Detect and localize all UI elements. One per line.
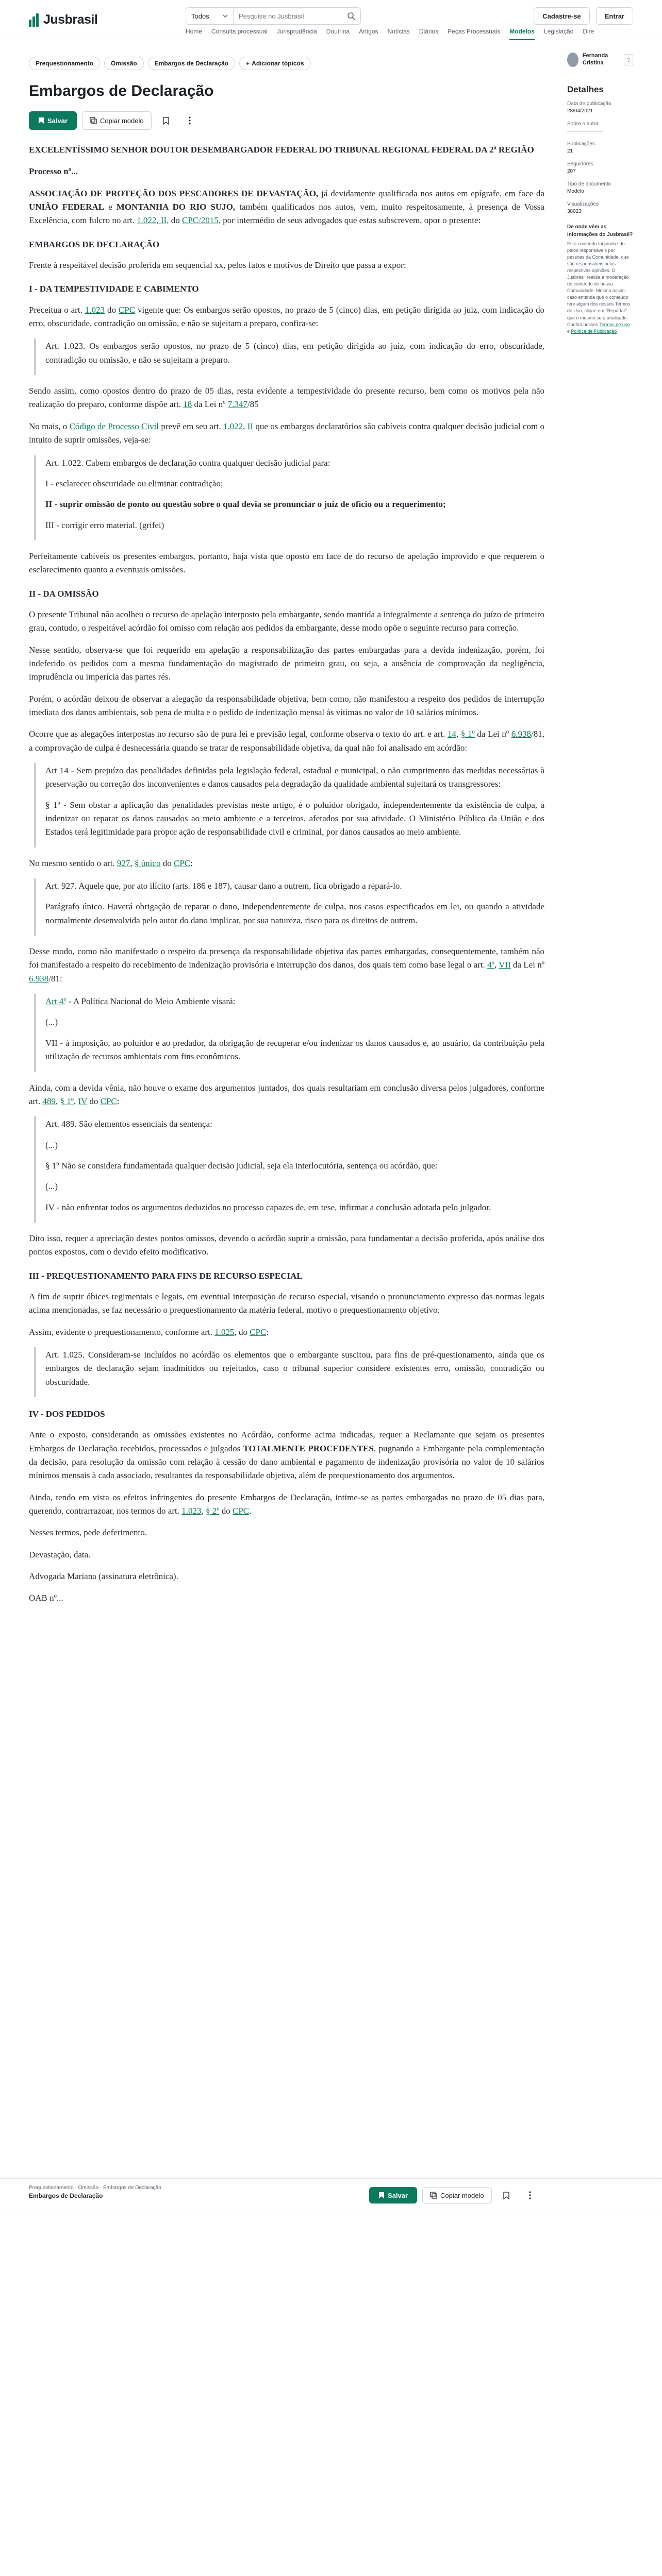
law-quote: Art. 1.022. Cabem embargos de declaração contra qualquer decisão judicial para: I - esclarecer obscuridade ou eliminar contradição; II - suprir omissão de ponto ou questão sobre o qual devia se pronunciar o juiz de ofício ou a requerimento; III - corrigir erro material. (grifei) (34, 455, 544, 540)
law-link[interactable]: § 2º (205, 1506, 220, 1516)
add-topics-button[interactable] (239, 57, 310, 70)
nav-item-artigos[interactable]: Artigos (359, 28, 378, 35)
law-link[interactable]: 14 (448, 729, 457, 739)
detail-views: Visualizações 38023 (567, 201, 599, 214)
signup-button[interactable]: Cadastre-se (534, 7, 589, 25)
doc-heading: III - PREQUESTIONAMENTO PARA FINS DE RECURSO ESPECIAL (29, 1270, 303, 1281)
save-button[interactable] (29, 111, 77, 130)
law-link[interactable]: 4º (487, 960, 494, 970)
law-link[interactable]: II (247, 421, 254, 431)
nav-item-diarios[interactable]: Diários (419, 28, 439, 35)
nav-item-home[interactable]: Home (186, 28, 203, 35)
save-label: Salvar (47, 116, 68, 125)
doc-paragraph: Assim, evidente o prequestionamento, conforme art. 1.025, do CPC: (29, 1327, 269, 1337)
search-bar (186, 7, 361, 25)
law-link[interactable]: CPC (173, 858, 191, 868)
copy-model-button[interactable] (82, 111, 152, 130)
doc-paragraph: ASSOCIAÇÃO DE PROTEÇÃO DOS PESCADORES DE DEVASTAÇÃO, já devidamente qualificada nos autos em epígrafe, em face da UNIÃO FEDERAL e MONTANHA DO RIO SUJO, também qualificados nos autos, vem, muito respeitosamente, à presença de Vossa Excelência, com fulcro no art. 1.022, II, do CPC/2015, por intermédio de seus advogados que estas subscrevem, opor o presente: (29, 188, 545, 226)
doc-paragraph: Desse modo, como não manifestado o respeito da presença da responsabilidade objetiva das partes embargadas, consequentemente, também não foi manifestado a respeito do recebimento de indenização provisória e interrupção dos danos, dos quais tem como base legal o art. 4º, VII da Lei nº 6.938/81: (29, 946, 544, 984)
doc-paragraph: Dito isso, requer a apreciação destes pontos omissos, devendo o acórdão suprir a omissão, para fundamentar a decisão proferida, após análise dos pontos expostos, com o devido efeito modificativo. (29, 1233, 544, 1257)
login-button[interactable]: Entrar (596, 7, 633, 25)
main-nav (186, 28, 594, 40)
follow-button[interactable] (624, 54, 633, 65)
detail-followers: Seguidores 207 (567, 161, 593, 174)
terms-link[interactable]: Termos de uso (599, 321, 630, 327)
bookmark-outline-icon (163, 117, 169, 125)
doc-paragraph: Ainda, com a devida vênia, não houve o exame dos argumentos juntados, dos quais resultariam em conclusão diversa pelos julgadores, conforme art. 489, § 1º, IV do CPC: (29, 1082, 544, 1106)
law-link[interactable]: Art 4º (45, 996, 67, 1007)
doc-paragraph: Ainda, tendo em vista os efeitos infringentes do presente Embargos de Declaração, intime-se as partes embargadas no prazo de 05 dias para, querendo, contrarrazoar, nos termos do art. 1.023, § 2º do CPC. (29, 1492, 544, 1516)
publication-policy-link[interactable]: Política de Publicação (571, 328, 617, 334)
jusbrasil-logo[interactable] (29, 12, 97, 27)
chevron-down-icon (223, 13, 228, 19)
doc-paragraph: Ocorre que as alegações interpostas no recurso são de pura lei e previsão legal, conforme observa o texto do art. e art. 14, § 1º da Lei nº 6.938/81, a comprovação de culpa é desnecessária quando se tratar de responsabilidade objetiva, da qual não foi analisado em acórdão: (29, 729, 544, 753)
law-link[interactable]: 18 (183, 399, 192, 410)
share-icon: ⇪ (626, 57, 631, 63)
detail-document-type: Tipo de documento Modelo (567, 181, 611, 194)
law-quote: Art. 489. São elementos essenciais da sentença: (...) § 1º Não se considera fundamentada qualquer decisão judicial, seja ela interlocutória, sentença ou acórdão, que: (...) IV - não enfrentar todos os argumentos deduzidos no processo capazes de, em tese, infirmar a conclusão adotada pelo julgador. (34, 1116, 544, 1223)
law-link[interactable]: § único (134, 858, 161, 868)
law-link[interactable]: 927 (117, 858, 130, 868)
tag-prequestionamento[interactable]: Prequestionamento (29, 57, 100, 70)
main-content (29, 57, 544, 1614)
law-quote: Art. 1.023. Os embargos serão opostos, no prazo de 5 (cinco) dias, em petição dirigida ao juiz, com indicação do erro, obscuridade, contradição ou omissão, e não se sujeitam a preparo. (34, 338, 544, 375)
bookmark-outline-icon (503, 2192, 509, 2199)
law-link[interactable]: 1.022, II, (137, 215, 169, 226)
law-link[interactable]: CPC (100, 1096, 117, 1106)
doc-heading: II - DA OMISSÃO (29, 588, 99, 599)
document-actions (29, 111, 544, 130)
copy-icon (90, 117, 97, 124)
law-link[interactable]: 6.938 (511, 729, 532, 739)
law-quote: Art 14 - Sem prejuízo das penalidades definidas pela legislação federal, estadual e municipal, o não cumprimento das medidas necessárias à preservação ou correção dos inconvenientes e danos causados pela degradação da qualidade ambiental sujeitará os transgressores: § 1º - Sem obstar a aplicação das penalidades previstas neste artigo, é o poluidor obrigado, independentemente da existência de culpa, a indenizar ou reparar os danos causados ao meio ambiente e a terceiros, afetados por sua atividade. O Ministério Público da União e dos Estados terá legitimidade para propor ação de responsabilidade civil e criminal, por danos causados ao meio ambiente. (34, 763, 544, 848)
law-quote: Art. 1.025. Consideram-se incluídos no acórdão os elementos que o embargante suscitou, para fins de pré-questionamento, ainda que os embargos de declaração sejam inadmitidos ou rejeitados, caso o tribunal superior considere existentes erro, omissão, contradição ou obscuridade. (34, 1347, 544, 1397)
author-card (567, 53, 633, 67)
copy-label: Copiar modelo (100, 116, 144, 125)
sticky-title: Embargos de Declaração (29, 2192, 103, 2199)
law-link[interactable]: 1.023 (181, 1506, 202, 1516)
author-name[interactable]: Fernanda Cristina (582, 53, 608, 66)
law-link[interactable]: VII (499, 960, 511, 970)
more-vertical-icon (189, 116, 191, 125)
law-link[interactable]: CPC (118, 304, 136, 315)
doc-heading: I - DA TEMPESTIVIDADE E CABIMENTO (29, 284, 199, 294)
details-sidebar (567, 53, 633, 335)
doc-paragraph: OAB nº... (29, 1593, 63, 1603)
detail-publication-date: Data de publicação 28/04/2021 (567, 101, 611, 114)
nav-item-noticias[interactable]: Notícias (387, 28, 410, 35)
doc-paragraph: Frente à respeitável decisão proferida em sequencial xx, pelos fatos e motivos de Direito que passa a expor: (29, 260, 406, 270)
add-topics-label: Adicionar tópicos (252, 60, 304, 67)
page-title: Embargos de Declaração (29, 82, 214, 99)
logo-icon (29, 13, 40, 27)
doc-paragraph: Advogada Mariana (assinatura eletrônica). (29, 1571, 178, 1582)
doc-paragraph: No mesmo sentido o art. 927, § único do CPC: (29, 858, 193, 868)
nav-item-consulta[interactable]: Consulta processual (211, 28, 268, 35)
more-options-button[interactable] (180, 111, 199, 130)
topic-tags (29, 57, 544, 70)
search-scope-label: Todos (191, 12, 209, 20)
top-navigation (0, 0, 662, 40)
sticky-bookmark-button[interactable] (497, 2186, 516, 2205)
doc-heading: EMBARGOS DE DECLARAÇÃO (29, 239, 160, 249)
law-link[interactable]: Código de Processo Civil (69, 421, 159, 431)
search-scope-select[interactable] (186, 8, 234, 24)
more-vertical-icon (529, 2191, 531, 2199)
nav-item-jurisprudencia[interactable]: Jurisprudência (276, 28, 317, 35)
plus-icon: + (246, 60, 250, 67)
nav-item-diretorio[interactable]: Dire (583, 28, 594, 35)
law-link[interactable]: § 1º (60, 1096, 74, 1106)
doc-paragraph: Nesse sentido, observa-se que foi requerido em apelação a responsabilização das partes embargadas para a devida indenização, porém, foi indeferido os pedidos com a mesma fundamentação do magistrado de primeiro grau, ou seja, a ausência de comprovação da negligência, imprudência ou imperícia das partes rés. (29, 645, 544, 682)
details-title: Detalhes (567, 84, 604, 94)
tag-embargos[interactable]: Embargos de Declaração (148, 57, 235, 70)
law-link[interactable]: CPC/2015, (181, 215, 221, 226)
bookmark-icon (378, 2192, 385, 2199)
doc-paragraph: O presente Tribunal não acolheu o recurso de apelação interposto pela embargante, sendo mantida a integralmente a sentença do juízo de primeiro grau, contudo, o respeitável acórdão foi omisso com relação aos pedidos da embargante, desse modo opõe o seguinte recurso para correção. (29, 609, 544, 633)
doc-paragraph: A fim de suprir óbices regimentais e legais, em eventual interposição de recurso especial, visando o pronunciamento expresso das normas legais acima mencionadas, se faz necessário o prequestionamento da matéria federal, motivo o prequestionamento objetivo. (29, 1291, 544, 1315)
law-link[interactable]: 1.025 (214, 1327, 235, 1337)
bookmark-icon (38, 117, 44, 124)
detail-publications: Publicações 21 (567, 141, 595, 154)
law-link[interactable]: 1.023 (85, 304, 105, 315)
search-icon (347, 12, 355, 20)
copy-icon (430, 2192, 437, 2199)
sticky-copy-model-button[interactable]: Copiar modelo (422, 2187, 492, 2204)
law-quote: Art. 927. Aquele que, por ato ilícito (arts. 186 e 187), causar dano a outrem, fica obrigado a repará-lo. Parágrafo único. Haverá obrigação de reparar o dano, independentemente de culpa, nos casos especificados em lei, ou quando a atividade normalmente desenvolvida pelo autor do dano implicar, por sua natureza, risco para os direitos de outrem. (34, 878, 544, 936)
doc-paragraph: Porém, o acórdão deixou de observar a alegação da responsabilidade objetiva, bem como, não manifestou a respeito dos pedidos de interrupção imediata dos danos ambientais, sob pena de multa e o pedido de indenização mensal às vítimas no valor de 10 salários mínimos. (29, 693, 544, 717)
search-button[interactable] (342, 8, 360, 24)
doc-heading: IV - DOS PEDIDOS (29, 1409, 105, 1419)
nav-item-pecas[interactable]: Peças Processuais (448, 28, 501, 35)
sticky-more-button[interactable] (521, 2186, 539, 2205)
doc-paragraph: Perfeitamente cabíveis os presentes embargos, portanto, haja vista que oposto em face de do recurso de apelação improvido e que requerem o esclarecimento quanto a eventuais omissões. (29, 551, 544, 575)
law-link[interactable]: CPC (233, 1506, 250, 1516)
document-body (29, 143, 544, 1605)
content-source-note: De onde vêm as informações do Jusbrasil? Este conteúdo foi produzido pelos responsáveis por pessoas da Comunidade, que são responsáveis pelas respectivas opiniões. O Jusbrasil realiza a moderação do conteúdo de nossa Comunidade. Mesmo assim, caso entenda que o conteúdo fere algum dos nossos Termos de Uso, clique em "Reportar" que o mesmo será analisado. Confira nossos Termos de uso e Política de Publicação (567, 224, 633, 334)
law-link[interactable]: CPC (250, 1327, 267, 1337)
law-quote: Art 4º - A Política Nacional do Meio Ambiente visará: (...) VII - à imposição, ao poluidor e ao predador, da obrigação de recuperar e/ou indenizar os danos causados e, ao usuário, da contribuição pela utilização de recursos ambientais com fins econômicos. (34, 994, 544, 1072)
sticky-action-bar (0, 2178, 662, 2211)
doc-paragraph: No mais, o Código de Processo Civil prevê em seu art. 1.022, II que os embargos declaratórios são cabíveis contra qualquer decisão judicial com o intuito de suprir omissões, veja-se: (29, 421, 544, 445)
doc-paragraph: Sendo assim, como opostos dentro do prazo de 05 dias, resta evidente a tempestividade do presente recurso, bem como os motivos pela não realização do preparo, conforme dispõe art. 18 da Lei nº 7.347/85 (29, 386, 544, 410)
tag-omissao[interactable]: Omissão (104, 57, 144, 70)
doc-addressee: EXCELENTÍSSIMO SENHOR DOUTOR DESEMBARGADOR FEDERAL DO TRIBUNAL REGIONAL FEDERAL DA 2ª REGIÃO (29, 145, 534, 155)
sticky-save-button[interactable]: Salvar (369, 2187, 417, 2204)
law-link[interactable]: 6.938 (29, 973, 49, 984)
bookmark-toggle-button[interactable] (157, 111, 175, 130)
detail-about-author: Sobre o autor ——————— (567, 121, 603, 134)
breadcrumb: Prequestionamento · Omissão · Embargos de Declaração (29, 2185, 161, 2191)
nav-item-legislacao[interactable]: Legislação (543, 28, 574, 35)
search-input[interactable] (234, 8, 342, 24)
doc-process-number: Processo nº... (29, 166, 78, 177)
nav-item-doutrina[interactable]: Doutrina (326, 28, 350, 35)
law-link[interactable]: 489 (42, 1096, 56, 1106)
avatar[interactable] (567, 53, 578, 67)
doc-paragraph: Preceitua o art. 1.023 do CPC vigente que: Os embargos serão opostos, no prazo de 5 (cinco) dias, em petição dirigida ao juiz, com indicação do erro, obscuridade, contradição ou omissão, e não se sujeitam a preparo, confira-se: (29, 304, 544, 329)
logo-text: Jusbrasil (43, 12, 98, 27)
doc-paragraph: Nesses termos, pede deferimento. (29, 1528, 147, 1538)
law-link[interactable]: 1.022 (223, 421, 243, 431)
law-link[interactable]: IV (78, 1096, 88, 1106)
doc-paragraph: Devastação, data. (29, 1549, 91, 1560)
law-link[interactable]: § 1º (460, 729, 475, 739)
nav-item-modelos[interactable]: Modelos (509, 28, 535, 40)
doc-paragraph: Ante o exposto, considerando as omissões existentes no Acórdão, conforme acima indicadas, requer a Reclamante que sejam os presentes Embargos de Declaração recebidos, processados e julgados TOTALMENTE PROCEDENTES, pugnando a Embargante pela complementação da decisão, para resolução da omissão com relação à cessão do dano ambiental e pagamento de indenização provisória no valor de 10 salários mínimos mensais à cada associado, resultantes da responsabilidade objetiva, além de prequestionamento dos argumentos. (29, 1430, 545, 1481)
law-link[interactable]: 7.347 (227, 399, 247, 410)
